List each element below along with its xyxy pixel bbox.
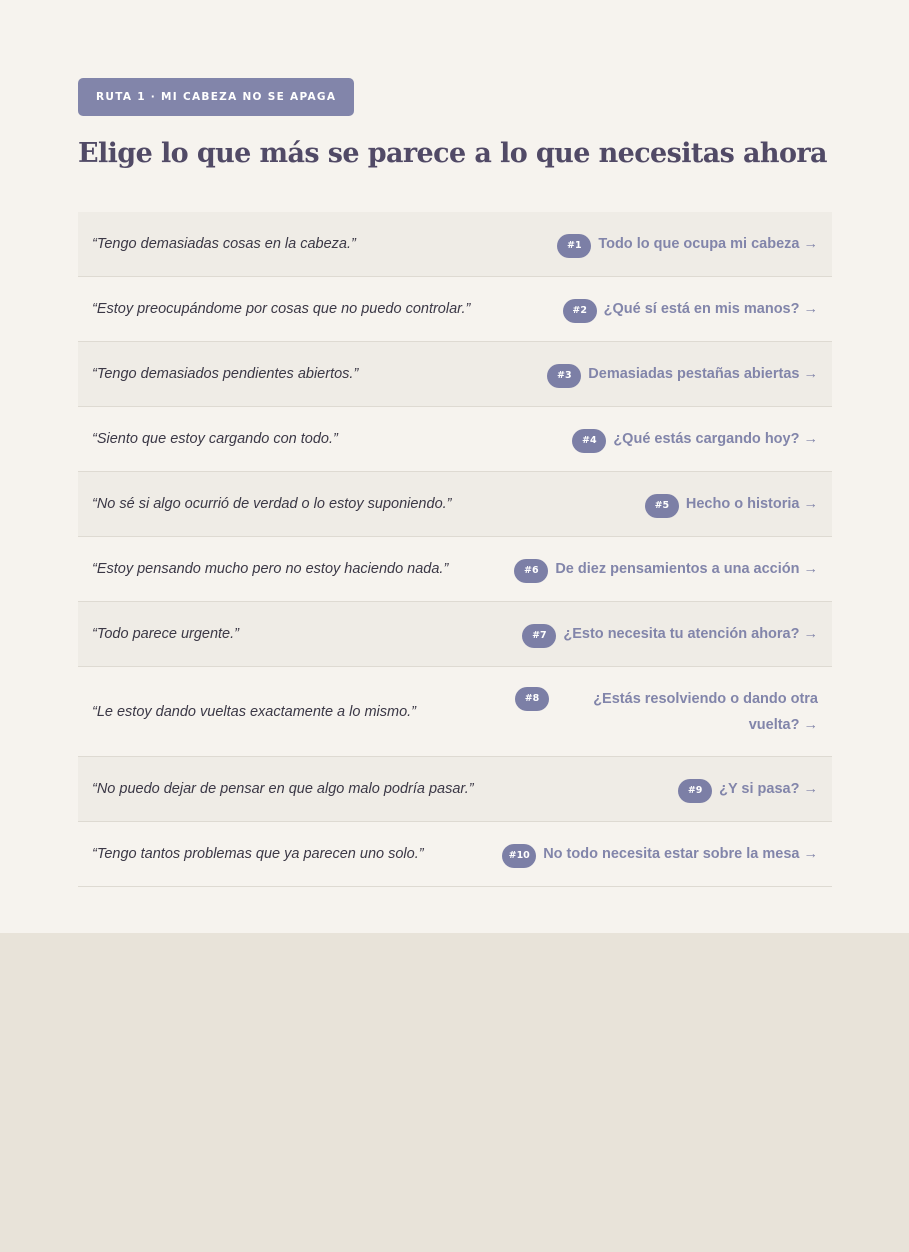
exercise-link-label: ¿Y si pasa? →	[719, 781, 818, 797]
exercise-number-badge: #7	[522, 624, 556, 648]
exercise-link-label: Demasiadas pestañas abiertas →	[588, 366, 818, 382]
item-quote: “Todo parece urgente.”	[92, 626, 239, 642]
item-quote: “Estoy preocupándome por cosas que no puedo controlar.”	[92, 301, 471, 317]
exercise-number-badge: #1	[557, 234, 591, 258]
exercise-link-label: No todo necesita estar sobre la mesa →	[543, 846, 818, 862]
list-item	[78, 342, 832, 407]
exercise-link[interactable]	[522, 622, 818, 646]
exercise-link[interactable]	[563, 297, 818, 321]
list-item	[78, 602, 832, 667]
list-item	[78, 822, 832, 887]
list-item	[78, 472, 832, 537]
exercise-link[interactable]	[557, 232, 818, 256]
exercise-link-label: ¿Esto necesita tu atención ahora? →	[563, 626, 818, 642]
item-quote: “Estoy pensando mucho pero no estoy haciendo nada.”	[92, 561, 449, 577]
exercise-link[interactable]	[514, 557, 818, 581]
exercise-number-badge: #4	[572, 429, 606, 453]
exercise-number-badge: #8	[515, 687, 549, 711]
exercise-number-badge: #5	[645, 494, 679, 518]
item-quote: “No sé si algo ocurrió de verdad o lo estoy suponiendo.”	[92, 496, 452, 512]
exercise-link-label: ¿Qué sí está en mis manos? →	[603, 301, 818, 317]
exercise-link[interactable]	[515, 686, 818, 738]
page-title: Elige lo que más se parece a lo que necesitas ahora	[78, 138, 827, 169]
item-quote: “No puedo dejar de pensar en que algo malo podría pasar.”	[92, 781, 474, 797]
item-quote: “Tengo tantos problemas que ya parecen uno solo.”	[92, 846, 424, 862]
exercise-number-badge: #2	[563, 299, 597, 323]
exercise-link[interactable]	[678, 777, 818, 801]
route-badge: RUTA 1 · MI CABEZA NO SE APAGA	[78, 78, 354, 116]
exercise-number-badge: #6	[514, 559, 548, 583]
exercise-number-badge: #3	[547, 364, 581, 388]
item-quote: “Le estoy dando vueltas exactamente a lo mismo.”	[92, 703, 416, 720]
exercise-number-badge: #9	[678, 779, 712, 803]
list-item	[78, 667, 832, 757]
exercise-link[interactable]	[645, 492, 818, 516]
item-quote: “Tengo demasiados pendientes abiertos.”	[92, 366, 359, 382]
list-item	[78, 537, 832, 602]
exercise-link[interactable]	[572, 427, 818, 451]
list-item	[78, 757, 832, 822]
exercise-link[interactable]	[547, 362, 818, 386]
list-item	[78, 407, 832, 472]
exercise-link[interactable]	[502, 842, 818, 866]
exercise-link-label: Todo lo que ocupa mi cabeza →	[598, 236, 818, 252]
list-item	[78, 212, 832, 277]
exercise-link-label: ¿Qué estás cargando hoy? →	[613, 431, 818, 447]
item-quote: “Tengo demasiadas cosas en la cabeza.”	[92, 236, 356, 252]
exercise-link-label: De diez pensamientos a una acción →	[555, 561, 818, 577]
exercise-link-label: ¿Estás resolviendo o dando otra vuelta? →	[593, 690, 818, 733]
exercise-number-badge: #10	[502, 844, 536, 868]
list-item	[78, 277, 832, 342]
item-quote: “Siento que estoy cargando con todo.”	[92, 431, 338, 447]
exercise-link-label: Hecho o historia →	[685, 496, 818, 512]
options-list	[78, 212, 832, 887]
